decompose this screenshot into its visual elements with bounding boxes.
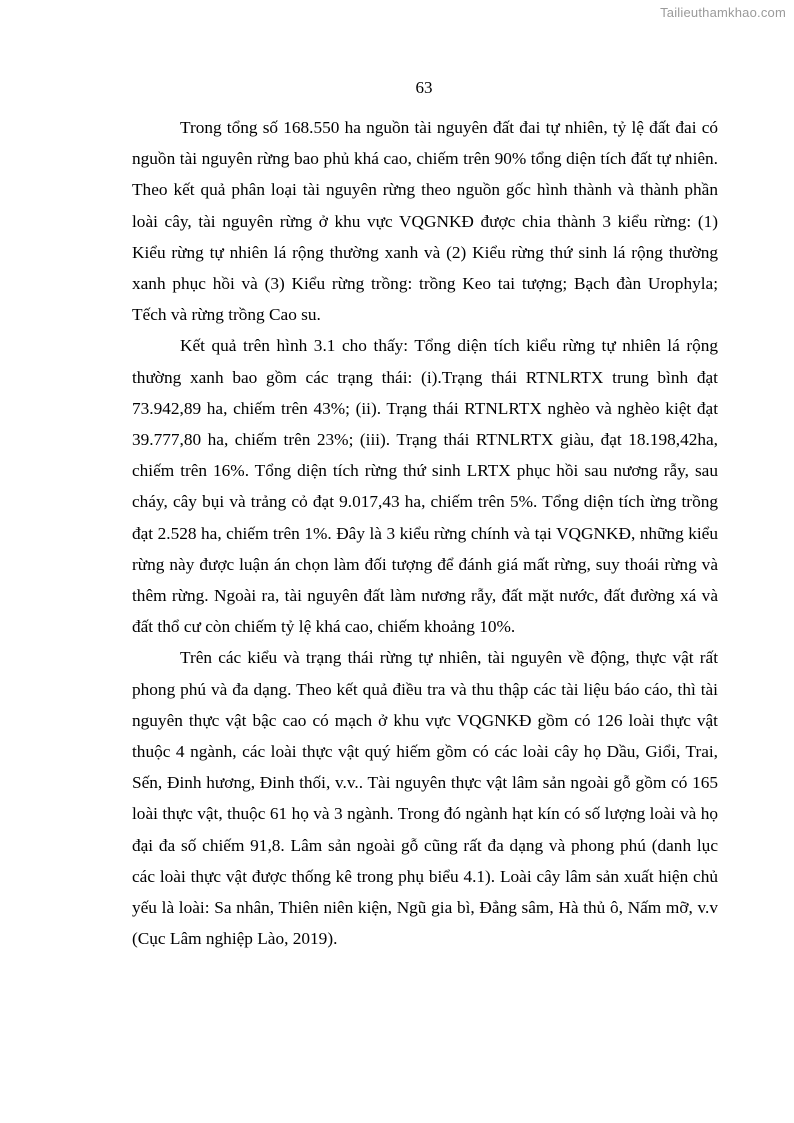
page-number: 63 <box>415 78 433 97</box>
document-body <box>132 112 718 954</box>
paragraph-flora-fauna-resources: Trên các kiểu và trạng thái rừng tự nhiên, tài nguyên về động, thực vật rất phong phú và đa dạng. Theo kết quả điều tra và thu thập các tài liệu báo cáo, thì tài nguyên thực vật bậc cao có mạch ở khu vực VQGNKĐ gồm có 126 loài thực vật thuộc 4 ngành, các loài thực vật quý hiếm gồm có các loài cây họ Dầu, Giổi, Trai, Sến, Đinh hương, Đinh thối, v.v.. Tài nguyên thực vật lâm sản ngoài gỗ gồm có 165 loài thực vật, thuộc 61 họ và 3 ngành. Trong đó ngành hạt kín có số lượng loài và họ đại đa số chiếm 91,8. Lâm sản ngoài gỗ cũng rất đa dạng và phong phú (danh lục các loài thực vật được thống kê trong phụ biểu 4.1). Loài cây lâm sản xuất hiện chủ yếu là loài: Sa nhân, Thiên niên kiện, Ngũ gia bì, Đẳng sâm, Hà thủ ô, Nấm mỡ, v.v (Cục Lâm nghiệp Lào, 2019). <box>132 648 718 949</box>
watermark-text: Tailieuthamkhao.com <box>660 5 786 20</box>
paragraph-land-resources: Trong tổng số 168.550 ha nguồn tài nguyên đất đai tự nhiên, tỷ lệ đất đai có nguồn tài nguyên rừng bao phủ khá cao, chiếm trên 90% tổng diện tích đất tự nhiên. Theo kết quả phân loại tài nguyên rừng theo nguồn gốc hình thành và thành phần loài cây, tài nguyên rừng ở khu vực VQGNKĐ được chia thành 3 kiểu rừng: (1) Kiểu rừng tự nhiên lá rộng thường xanh và (2) Kiểu rừng thứ sinh lá rộng thường xanh phục hồi và (3) Kiểu rừng trồng: trồng Keo tai tượng; Bạch đàn Urophyla; Tếch và rừng trồng Cao su. <box>132 118 718 325</box>
paragraph-forest-area-results: Kết quả trên hình 3.1 cho thấy: Tổng diện tích kiểu rừng tự nhiên lá rộng thường xanh bao gồm các trạng thái: (i).Trạng thái RTNLRTX trung bình đạt 73.942,89 ha, chiếm trên 43%; (ii). Trạng thái RTNLRTX nghèo và nghèo kiệt đạt 39.777,80 ha, chiếm trên 23%; (iii). Trạng thái RTNLRTX giàu, đạt 18.198,42ha, chiếm trên 16%. Tổng diện tích rừng thứ sinh LRTX phục hồi sau nương rẫy, sau cháy, cây bụi và trảng cỏ đạt 9.017,43 ha, chiếm trên 5%. Tổng diện tích ừng trồng đạt 2.528 ha, chiếm trên 1%. Đây là 3 kiểu rừng chính và tại VQGNKĐ, những kiểu rừng này được luận án chọn làm đối tượng để đánh giá mất rừng, suy thoái rừng và thêm rừng. Ngoài ra, tài nguyên đất làm nương rẫy, đất mặt nước, đất đường xá và đất thổ cư còn chiếm tỷ lệ khá cao, chiếm khoảng 10%. <box>132 336 718 637</box>
